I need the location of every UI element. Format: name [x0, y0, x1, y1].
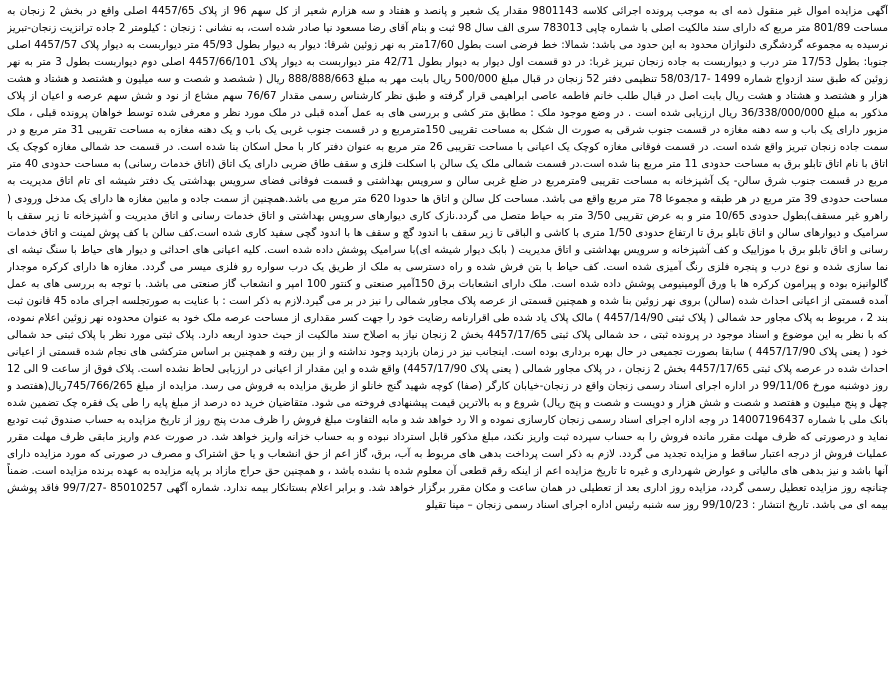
notice-body-text: آگهی مزایده اموال غیر منقول ذمه ای به موجب پرونده اجرائی کلاسه 9801143 مقدار یک شعیر و پانصد و هفتاد و سه هزارم شعیر از کل سهم 96 از پلاک 4457/65 اصلی واقع در بخش 2 زنجان به مساحت 801/89 متر مربع که دارای سند مالکیت اصلی با شماره چاپی 783013 سری الف سال 98 ثبت و بنام آقای رضا مسعود نیا صادر شده است، به نشانی : زنجان : کیلومتر 2 جاده ترانزیت زنجان-تبریز نرسیده به مجموعه گردشگری دلنوازان محدود به این حدود می باشد: شمالا: خط فرضی است بطول 17/60متر به نهر زوئین شرقا: دیوار به دیوار بطول 45/93 متر دیواربست به دیوار پلاک 4457/57 اصلی جنوبا: بطول 17/53 متر درب و دیواربست به جاده زنجان تبریز غربا: در دو قسمت اول دیوار به دیوار بطول 42/71 متر دیواربست به دیوار پلاک 4457/66/101 اصلی دوم دیواربست بطول 3 متر به نهر زوئین که طبق سند ازدواج شماره 1499 -58/03/17 تنظیمی دفتر 52 زنجان در قبال مبلغ 500/000 ریال بابت مهر به مبلغ 888/888/663 ریال ( ششصد و شصت و سه میلیون و هشتصد و هشتاد و هشت هزار و هشتصد و هشتاد و هشت ریال بابت اصل در قبال طلب خانم فاطمه عاصی ابراهیمی قرار گرفته و طبق نظر کارشناس رسمی مقدار 76/67 سهم مشاع از نود و شش سهم عرصه و اعیان از پلاک مذکور به مبلغ 36/338/000/000 ریال ارزیابی شده است . در وضع موجود ملک : مطابق متر کشی و بررسی های به عمل آمده قبلی در ملک مورد نظر و معرفی شده توسط خواهان پرونده قبلی ، ملک مزبور دارای یک باب و سه دهنه مغازه در قسمت جنوب شرقی به صورت ال شکل به مساحت تقریبی 150مترمربع و در قسمت جنوب غربی یک باب و یک دهنه مغازه به مساحت تقریبی 31 متر مربع و در سمت جاده زنجان تبریز واقع شده است. در قسمت فوقانی مغازه کوچک یک اعیانی با مساحت تقریبی 26 متر مربع به عنوان دفتر کار با محل اسکان بنا شده است. در قسمت حد شمالی مغازه کوچک یک اتاق با نام اتاق تابلو برق به مساحت حدودی 11 متر مربع بنا شده است.در قسمت شمالی ملک یک سالن با اسکلت فلزی و سقف طاق ضربی دارای یک اتاق (اتاق خدمات رسانی) به مساحت حدودی 40 متر مربع در قسمت جنوب شرق سالن- یک آشپزخانه به مساحت تقریبی 9مترمربع در ضلع غربی سالن و سرویس بهداشتی و قسمت فوقانی فضای سرویس بهداشتی یک دفتر شیشه ای تام اتاق مدیریت به مساحت حدودی 39 متر مربع در هر طبقه و مجموعا 78 متر مربع واقع می باشد. مساحت کل سالن و اتاق ها حدودا 620 متر مربع می باشد.همچنین از سمت جاده و مابین مغازه ها دارای یک مدخل ورودی ( راهرو غیر مسقف)بطول حدودی 10/65 متر و به عرض تقریبی 3/50 متر به حیاط متصل می گردد.نازک کاری دیوارهای سرویس بهداشتی و اتاق خدمات رسانی و اتاق مدیریت و آشپزخانه تا زیر سقف با سرامیک و دیوارهای سالن و اتاق تابلو برق تا ارتفاع حدودی 1/50 متری با کاشی و الباقی تا زیر سقف با اندود گچ و سقف ها با اندود گچی سفید کاری شده است.کف سالن با کف پوش لمینت و اتاق خدمات رسانی و اتاق تابلو برق با موزاییک و کف آشپزخانه و سرویس بهداشتی و اتاق مدیریت ( بابک دیوار شیشه ای)با سرامیک پوشش داده شده است. کلیه اعیانی های احداثی و دیوار های حیاط با سنگ تیشه ای نما سازی شده و نوع درب و پنجره فلزی رنگ آمیزی شده است. کف حیاط با بتن فرش شده و راه دسترسی به ملک از طریق یک درب سواره رو فلزی میسر می گردد. مغازه ها دارای کرکره موجدار گالوانیزه بوده و پیرامون کرکره ها با ورق آلومینیومی پوشش داده شده است. ملک دارای انشعابات برق 150آمپر صنعتی و کنتور 100 امپر و انشعاب گاز صنعتی می باشد. با توجه به بررسی های به عمل آمده قسمتی از اعیانی احداث شده (سالن) بروی نهر زوئین بنا شده و همچنین قسمتی از عرصه پلاک مجاور شمالی را نیز در بر می گیرد.لازم به ذکر است : با عنایت به صورتجلسه اجرای ماده 45 قانون ثبت بند 2 ، مربوط به پلاک مجاور حد شمالی ( پلاک ثبتی 4457/14/90 ) مالک پلاک یاد شده طی اقرارنامه رضایت خود را جهت کسر مقداری از مساحت عرصه ملک خود به عنوان محدوده نهر زوئین اعلام نموده، که با نظر به این موضوع و اسناد موجود در پرونده ثبتی ، حد شمالی پلاک ثبتی 4457/17/65 بخش 2 زنجان نیاز به اصلاح سند مالکیت از حیث حدود اربعه دارد. پلاک ثبتی مورد نظر با پلاک ثبتی حد شمالی خود ( یعنی پلاک 4457/17/90 ) سابقا بصورت تجمیعی در حال بهره برداری بوده است. اینجانب نیز در زمان بازدید وجود نداشته و از بین رفته و همچنین بر اساس مترکشی های نجام شده قسمتی از اعیانی احداث شده در عرصه پلاک ثبتی 4457/17/65 بخش 2 زنجان ، در پلاک مجاور شمالی ( یعنی پلاک 4457/17/90) واقع شده و این مقدار از اعیانی در ارزیابی لحاظ نشده است. پلاک فوق از ساعت 9 الی 12 روز دوشنبه مورخ 99/11/06 در اداره اجرای اسناد رسمی زنجان واقع در زنجان-خیابان کارگر (صفا) کوچه شهید گنج خانلو از طریق مزایده به فروش می رسد. مزایده از مبلغ 745/766/265ریال(هفتصد و چهل و پنج میلیون و هفتصد و شصت و شش هزار و دویست و شصت و پنج ریال) شروع و به بالاترین قیمت پیشنهادی فروخته می شود. متقاضیان خرید ده درصد از مبلغ پایه را طی یک فقره چک تضمین شده بانک ملی با شماره 14007196437 در وجه اداره اجرای اسناد رسمی زنجان کارسازی نموده و الا رد خواهد شد و مابه التفاوت مبلغ فروش را ظرف مدت پنج روز از تاریخ مزایده به حساب صندوق ثبت تودیع نماید و درصورتی که ظرف مهلت مقرر مانده فروش را به حساب سپرده ثبت واریز نکند، مبلغ مذکور قابل استرداد نبوده و به حساب خزانه واریز خواهد شد. در صورت عدم واریز مابقی ظرف مهلت مقرر عملیات فروش از درجه اعتبار ساقط و مزایده تجدید می گردد. لازم به ذکر است پرداخت بدهی های مربوط به آب، برق، گاز اعم از حق انشعاب و یا حق اشتراک و مصرف در صورتی که مورد مزایده دارای آنها باشد و نیز بدهی های مالیاتی و عوارض شهرداری و غیره تا تاریخ مزایده اعم از اینکه رقم قطعی آن معلوم شده یا نشده باشد ، و همچنین حق حراج مازاد بر پایه مزایده به عهده برنده مزایده است. ضمناً چنانچه روز مزایده تعطیل رسمی گردد، مزایده روز اداری بعد از تعطیلی در همان ساعت و مکان مقرر برگزار خواهد شد. و برابر اعلام بستانکار بیمه ندارد. شماره آگهی 85010257 -99/7/27 فاقد پوشش بیمه ای می باشد. تاریخ انتشار : 99/10/23 روز سه شنبه رئیس اداره اجرای اسناد رسمی زنجان – مینا تقیلو [7, 5, 888, 512]
auction-notice [7, 3, 888, 688]
